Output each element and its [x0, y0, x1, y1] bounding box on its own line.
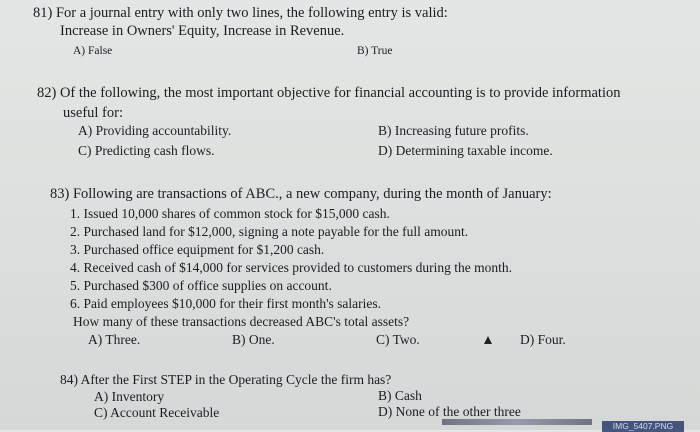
q84-option-b: B) Cash: [378, 388, 422, 403]
q83-option-a: A) Three.: [88, 332, 141, 347]
file-label: IMG_5407.PNG: [602, 421, 684, 432]
q81-option-b: B) True: [357, 45, 393, 57]
q82-option-d: D) Determining taxable income.: [378, 143, 553, 158]
blurred-strip: [442, 419, 592, 425]
q83-transaction: 6. Paid employees $10,000 for their first month's salaries.: [70, 296, 382, 311]
q81-option-a: A) False: [73, 45, 113, 57]
q83-transaction: 5. Purchased $300 of office supplies on account.: [70, 278, 332, 293]
q83-transaction: 4. Received cash of $14,000 for services provided to customers during the month.: [70, 260, 513, 275]
q83-question: How many of these transactions decreased ABC's total assets?: [73, 314, 410, 329]
q81-statement: Increase in Owners' Equity, Increase in Revenue.: [60, 23, 345, 39]
q82-stem: 82) Of the following, the most important objective for financial accounting is to provide information: [37, 85, 621, 101]
q83-option-d: D) Four.: [520, 332, 566, 347]
q82-option-c: C) Predicting cash flows.: [78, 143, 215, 158]
q83-stem: 83) Following are transactions of ABC., a new company, during the month of January:: [50, 186, 552, 202]
q82-option-b: B) Increasing future profits.: [378, 123, 529, 138]
q81-stem: 81) For a journal entry with only two lines, the following entry is valid:: [33, 5, 448, 21]
mouse-pointer-icon: [484, 336, 492, 344]
q84-option-a: A) Inventory: [94, 389, 165, 404]
q83-transaction: 3. Purchased office equipment for $1,200 cash.: [70, 242, 325, 257]
q82-option-a: A) Providing accountability.: [78, 123, 232, 138]
q84-option-c: C) Account Receivable: [94, 405, 220, 420]
q83-transaction: 1. Issued 10,000 shares of common stock for $15,000 cash.: [70, 206, 390, 221]
q83-transaction: 2. Purchased land for $12,000, signing a note payable for the full amount.: [70, 224, 469, 239]
q84-stem: 84) After the First STEP in the Operating Cycle the firm has?: [60, 372, 392, 387]
q82-stem-continued: useful for:: [63, 105, 123, 121]
q84-option-d: D) None of the other three: [378, 404, 521, 419]
q83-option-c: C) Two.: [376, 332, 420, 347]
q83-option-b: B) One.: [232, 332, 275, 347]
